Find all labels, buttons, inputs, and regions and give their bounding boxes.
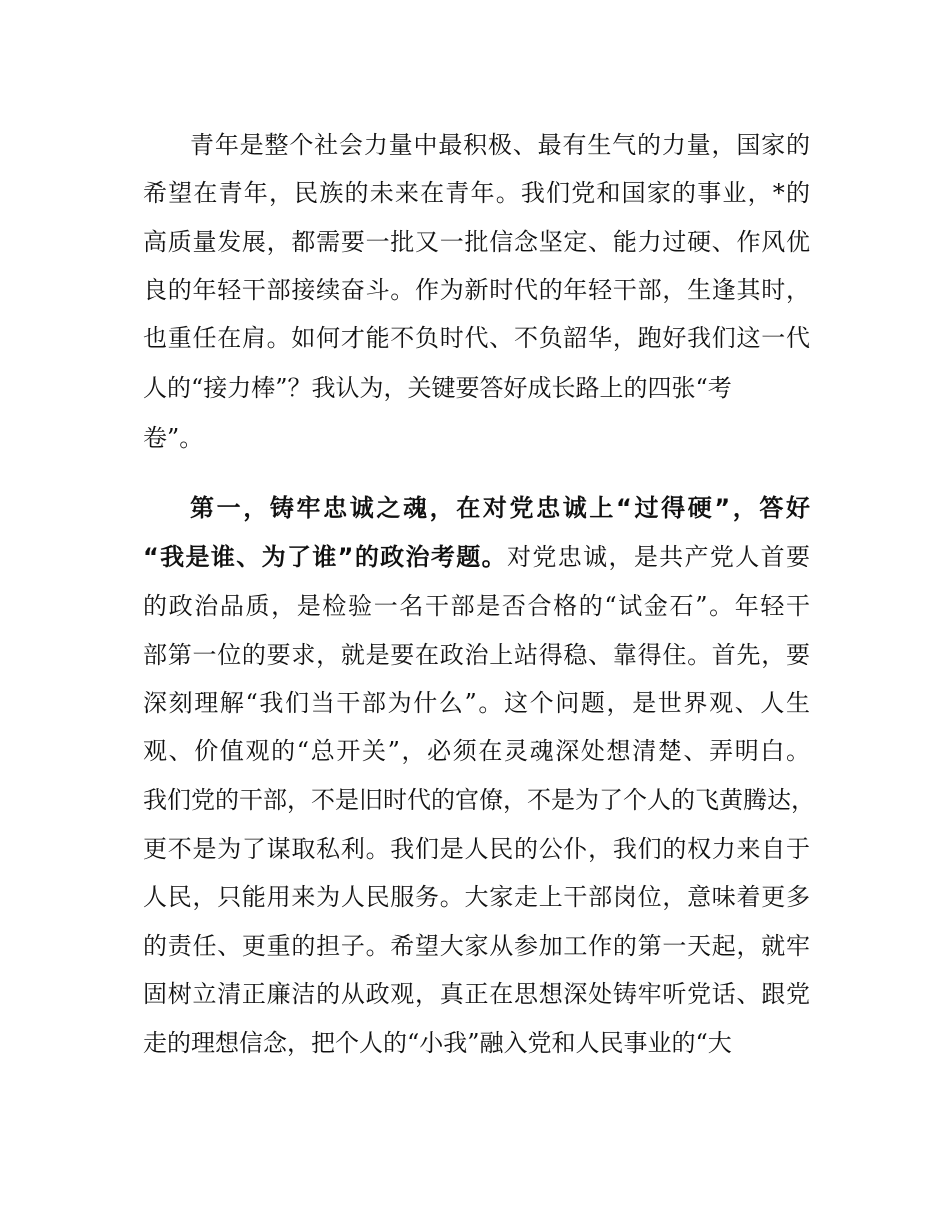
text: 的政治品质，是检验一名干部是否合格的“试金石”。年轻干 xyxy=(143,592,810,620)
heading-text: “我是谁、为了谁”的政治考题。 xyxy=(143,543,507,571)
paragraph-2-line xyxy=(143,589,810,623)
text: 卷”。 xyxy=(143,424,204,452)
paragraph-1-line xyxy=(143,176,810,210)
paragraph-2-line xyxy=(143,1026,810,1060)
paragraph-2-line xyxy=(143,638,810,672)
text: 深刻理解“我们当干部为什么”。这个问题，是世界观、人生 xyxy=(143,689,810,717)
paragraph-2-line xyxy=(143,540,810,574)
paragraph-1-line xyxy=(143,371,810,405)
text: 走的理想信念，把个人的“小我”融入党和人民事业的“大 xyxy=(143,1029,732,1057)
paragraph-2-line xyxy=(143,977,810,1011)
paragraph-1-line xyxy=(143,421,810,455)
text: 部第一位的要求，就是要在政治上站得稳、靠得住。首先，要 xyxy=(143,641,810,669)
text: 对党忠诚，是共产党人首要 xyxy=(507,543,810,571)
paragraph-1-line xyxy=(143,225,810,259)
text: 良的年轻干部接续奋斗。作为新时代的年轻干部，生逢其时， xyxy=(143,276,810,304)
text: 我们党的干部，不是旧时代的官僚，不是为了个人的飞黄腾达， xyxy=(143,786,815,814)
text: 更不是为了谋取私利。我们是人民的公仆，我们的权力来自于 xyxy=(143,835,810,863)
text: 人的“接力棒”？我认为，关键要答好成长路上的四张“考 xyxy=(143,374,732,402)
text: 高质量发展，都需要一批又一批信念坚定、能力过硬、作风优 xyxy=(143,228,810,256)
text: 的责任、更重的担子。希望大家从参加工作的第一天起，就牢 xyxy=(143,932,810,960)
paragraph-2-heading-line xyxy=(190,491,810,525)
paragraph-2-line xyxy=(143,783,815,817)
paragraph-2-line xyxy=(143,734,810,768)
paragraph-1-line xyxy=(143,321,810,355)
text: 观、价值观的“总开关”，必须在灵魂深处想清楚、弄明白。 xyxy=(143,737,810,765)
text: 人民，只能用来为人民服务。大家走上干部岗位，意味着更多 xyxy=(143,883,810,911)
heading-text: 第一，铸牢忠诚之魂，在对党忠诚上“过得硬”，答好 xyxy=(190,494,810,522)
text: 固树立清正廉洁的从政观，真正在思想深处铸牢听党话、跟党 xyxy=(143,980,810,1008)
text: 也重任在肩。如何才能不负时代、不负韶华，跑好我们这一代 xyxy=(143,324,810,352)
paragraph-1-line xyxy=(143,273,810,307)
paragraph-2-line xyxy=(143,832,810,866)
paragraph-2-line xyxy=(143,929,810,963)
text: 青年是整个社会力量中最积极、最有生气的力量，国家的 xyxy=(190,131,810,159)
paragraph-2-line xyxy=(143,686,810,720)
paragraph-2-line xyxy=(143,880,810,914)
paragraph-1-line xyxy=(190,128,810,162)
text: 希望在青年，民族的未来在青年。我们党和国家的事业，*的 xyxy=(143,179,810,207)
